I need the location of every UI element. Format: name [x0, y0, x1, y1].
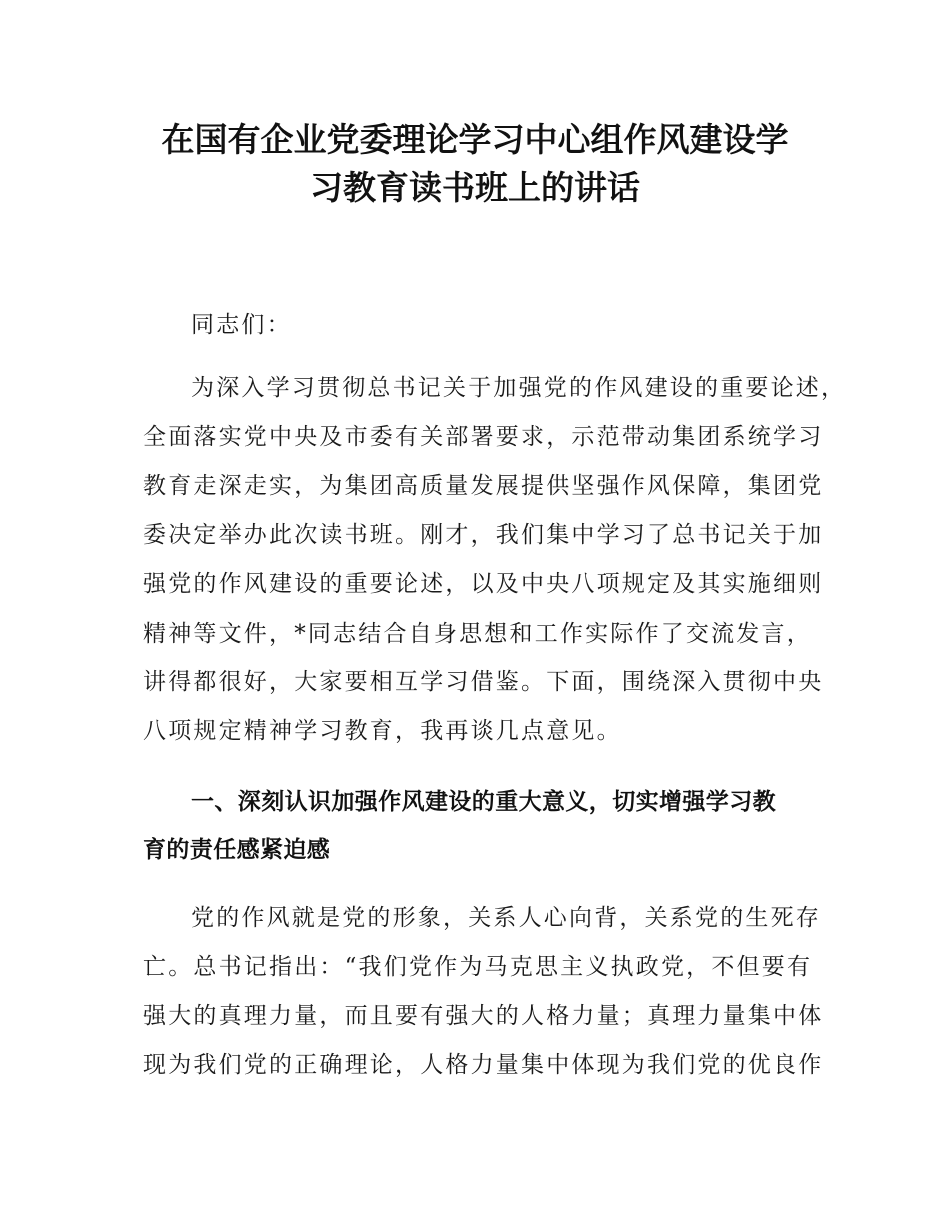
paragraph-1-line: 强党的作风建设的重要论述，以及中央八项规定及其实施细则 [143, 571, 824, 597]
paragraph-1-line: 全面落实党中央及市委有关部署要求，示范带动集团系统学习 [143, 424, 824, 450]
paragraph-1-line: 委决定举办此次读书班。刚才，我们集中学习了总书记关于加 [143, 522, 824, 548]
document-title-line-2: 习教育读书班上的讲话 [310, 168, 640, 207]
paragraph-2-line: 现为我们党的正确理论，人格力量集中体现为我们党的优良作 [143, 1052, 824, 1078]
paragraph-2-line: 强大的真理力量，而且要有强大的人格力量；真理力量集中体 [143, 1003, 824, 1029]
section-1-heading-line-1: 一、深刻认识加强作风建设的重大意义，切实增强学习教 [191, 789, 776, 815]
paragraph-1-line: 教育走深走实，为集团高质量发展提供坚强作风保障，集团党 [143, 473, 824, 499]
document-title-line-1: 在国有企业党委理论学习中心组作风建设学 [161, 120, 789, 159]
paragraph-2-line: 亡。总书记指出：“我们党作为马克思主义执政党，不但要有 [143, 954, 813, 980]
paragraph-1-line: 讲得都很好，大家要相互学习借鉴。下面，围绕深入贯彻中央 [143, 669, 824, 695]
paragraph-1-line: 八项规定精神学习教育，我再谈几点意见。 [143, 718, 622, 744]
salutation: 同志们： [191, 312, 292, 338]
paragraph-1-line: 为深入学习贯彻总书记关于加强党的作风建设的重要论述， [191, 375, 847, 401]
paragraph-2-line: 党的作风就是党的形象，关系人心向背，关系党的生死存 [191, 905, 821, 931]
paragraph-1-line: 精神等文件，*同志结合自身思想和工作实际作了交流发言， [143, 621, 812, 647]
section-1-heading-line-2: 育的责任感紧迫感 [143, 837, 331, 863]
